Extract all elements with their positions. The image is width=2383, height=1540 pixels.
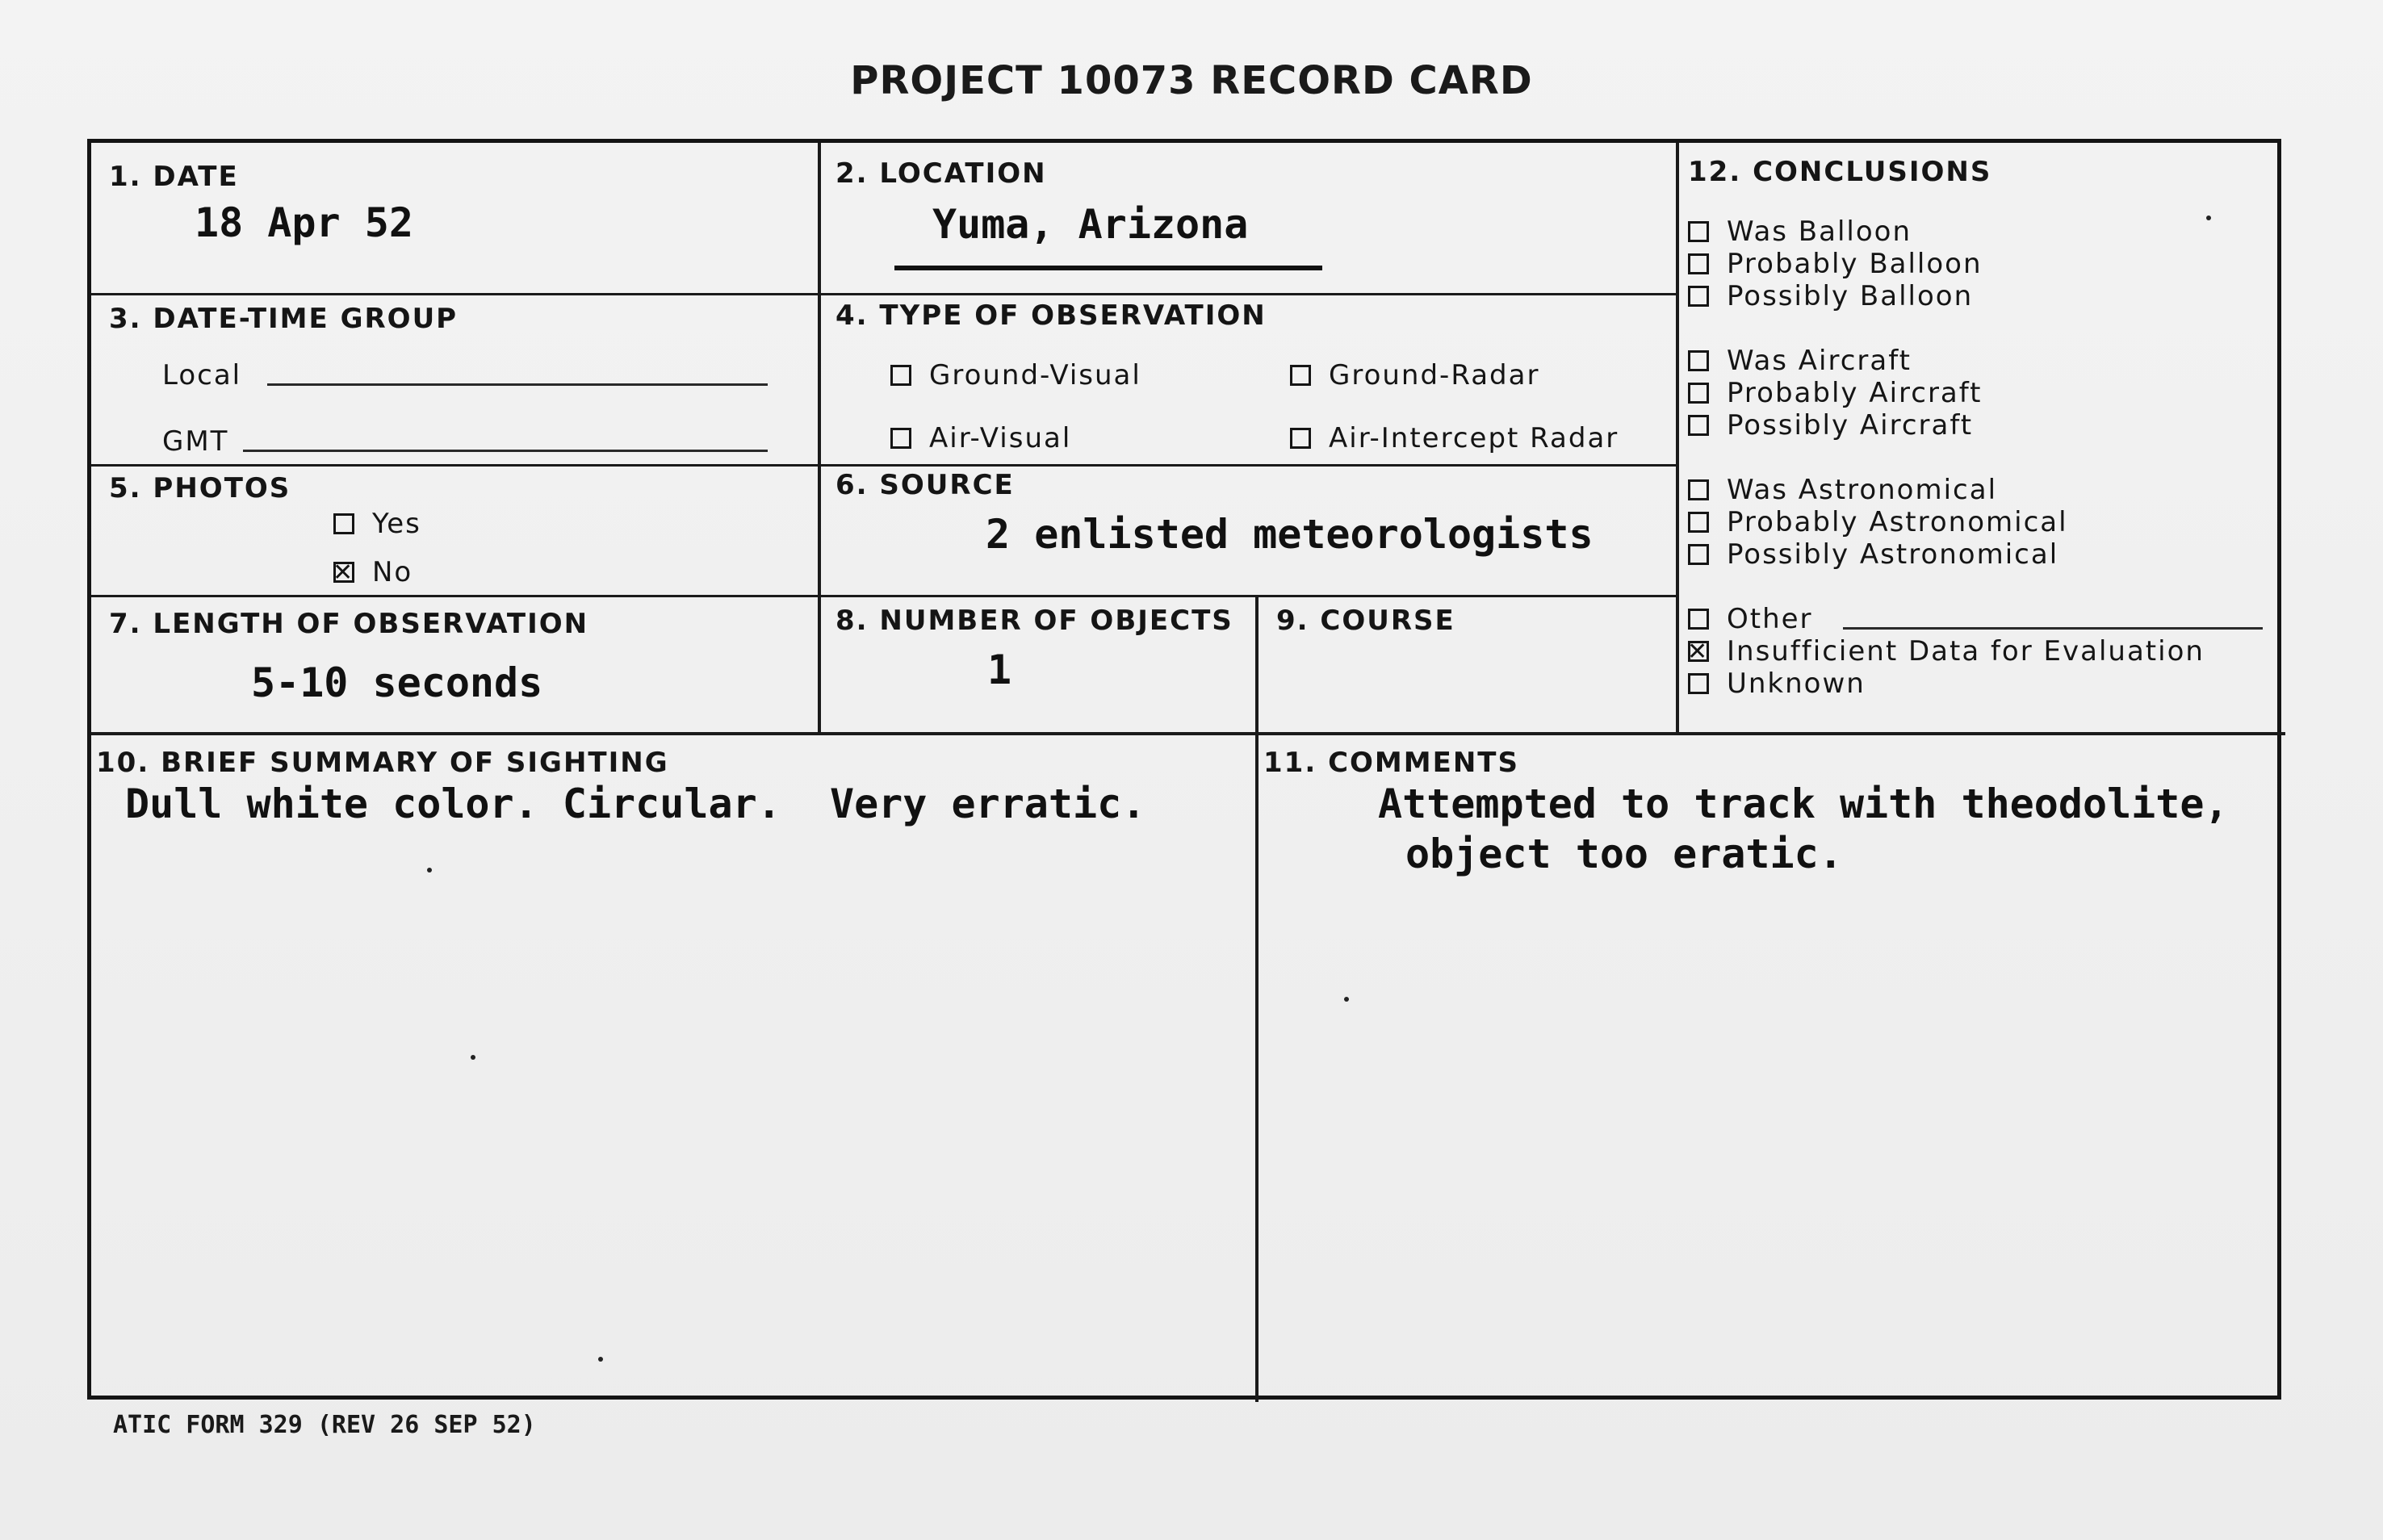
photos-yes-option[interactable] (333, 508, 421, 540)
local-label: Local (162, 359, 242, 391)
was-balloon-checkbox[interactable] (1688, 221, 1709, 242)
comments-line-2: object too eratic. (1405, 831, 1843, 877)
insufficient-data-checkbox[interactable] (1688, 641, 1709, 662)
type-of-observation-label: 4. TYPE OF OBSERVATION (836, 299, 1267, 332)
was-balloon-text: Was Balloon (1727, 216, 1912, 248)
probably-aircraft-text: Probably Aircraft (1727, 377, 1983, 409)
location-label: 2. LOCATION (836, 157, 1047, 190)
photos-no-option[interactable] (333, 556, 413, 588)
was-astronomical-checkbox[interactable] (1688, 479, 1709, 500)
photos-label: 5. PHOTOS (109, 472, 291, 504)
divider-v2 (1676, 143, 1679, 732)
other-option[interactable] (1688, 603, 1813, 635)
record-card (87, 139, 2281, 1400)
divider-h4 (91, 732, 2285, 735)
card-title: PROJECT 10073 RECORD CARD (850, 58, 1533, 103)
unknown-text: Unknown (1727, 667, 1866, 700)
comments-line-1: Attempted to track with theodolite, (1378, 780, 2229, 827)
probably-aircraft-option[interactable] (1688, 377, 1982, 409)
date-value: 18 Apr 52 (195, 199, 413, 246)
air-intercept-radar-text: Air-Intercept Radar (1329, 422, 1619, 454)
form-footer: ATIC FORM 329 (REV 26 SEP 52) (113, 1411, 536, 1439)
probably-balloon-option[interactable] (1688, 248, 1983, 280)
probably-astronomical-checkbox[interactable] (1688, 512, 1709, 533)
divider-h1 (91, 293, 1676, 295)
possibly-balloon-text: Possibly Balloon (1727, 280, 1974, 312)
possibly-aircraft-option[interactable] (1688, 409, 1973, 441)
ground-radar-text: Ground-Radar (1329, 359, 1540, 391)
photos-yes-text: Yes (372, 508, 421, 540)
other-line (1843, 627, 2263, 630)
was-balloon-option[interactable] (1688, 216, 1912, 248)
ground-radar-checkbox[interactable] (1290, 365, 1311, 386)
possibly-aircraft-text: Possibly Aircraft (1727, 409, 1974, 441)
insufficient-data-text: Insufficient Data for Evaluation (1727, 635, 2205, 667)
divider-v3 (1255, 595, 1259, 1402)
possibly-astronomical-checkbox[interactable] (1688, 544, 1709, 565)
summary-label: 10. BRIEF SUMMARY OF SIGHTING (96, 747, 669, 779)
speck (598, 1357, 603, 1362)
source-value: 2 enlisted meteorologists (986, 511, 1594, 558)
location-underline (894, 266, 1322, 270)
possibly-balloon-checkbox[interactable] (1688, 286, 1709, 307)
other-text: Other (1727, 603, 1813, 635)
divider-h2 (91, 464, 1676, 467)
air-visual-text: Air-Visual (929, 422, 1072, 454)
course-label: 9. COURSE (1276, 605, 1455, 637)
air-visual-option[interactable] (890, 422, 1071, 454)
objects-label: 8. NUMBER OF OBJECTS (836, 605, 1233, 637)
probably-balloon-text: Probably Balloon (1727, 248, 1983, 280)
probably-astronomical-text: Probably Astronomical (1727, 506, 2068, 538)
insufficient-data-option[interactable] (1688, 635, 2205, 667)
was-aircraft-option[interactable] (1688, 345, 1912, 377)
gmt-label: GMT (162, 425, 229, 458)
gmt-line (243, 450, 768, 452)
location-value: Yuma, Arizona (932, 201, 1249, 248)
possibly-astronomical-option[interactable] (1688, 538, 2058, 571)
possibly-astronomical-text: Possibly Astronomical (1727, 538, 2059, 571)
air-intercept-radar-option[interactable] (1290, 422, 1619, 454)
probably-aircraft-checkbox[interactable] (1688, 383, 1709, 404)
divider-v1 (818, 143, 821, 732)
speck (2206, 216, 2211, 220)
probably-balloon-checkbox[interactable] (1688, 253, 1709, 274)
photos-yes-checkbox[interactable] (333, 513, 354, 534)
was-aircraft-text: Was Aircraft (1727, 345, 1912, 377)
ground-visual-option[interactable] (890, 359, 1141, 391)
summary-value: Dull white color. Circular. Very erratic. (125, 780, 1146, 827)
speck (471, 1055, 475, 1060)
ground-visual-checkbox[interactable] (890, 365, 911, 386)
photos-no-checkbox[interactable] (333, 562, 354, 583)
probably-astronomical-option[interactable] (1688, 506, 2068, 538)
speck (427, 868, 432, 873)
unknown-option[interactable] (1688, 667, 1866, 700)
length-label: 7. LENGTH OF OBSERVATION (109, 608, 589, 640)
possibly-balloon-option[interactable] (1688, 280, 1973, 312)
length-value: 5-10 seconds (251, 659, 543, 706)
other-checkbox[interactable] (1688, 609, 1709, 630)
was-astronomical-option[interactable] (1688, 474, 1997, 506)
ground-radar-option[interactable] (1290, 359, 1539, 391)
air-intercept-radar-checkbox[interactable] (1290, 428, 1311, 449)
conclusions-label: 12. CONCLUSIONS (1688, 156, 1992, 188)
local-line (267, 383, 768, 386)
objects-value: 1 (987, 647, 1012, 693)
divider-h3 (91, 595, 1676, 597)
date-time-group-label: 3. DATE-TIME GROUP (109, 303, 459, 335)
source-label: 6. SOURCE (836, 469, 1015, 501)
speck (1344, 997, 1349, 1002)
date-label: 1. DATE (109, 161, 239, 193)
was-astronomical-text: Was Astronomical (1727, 474, 1998, 506)
was-aircraft-checkbox[interactable] (1688, 350, 1709, 371)
photos-no-text: No (372, 556, 413, 588)
ground-visual-text: Ground-Visual (929, 359, 1141, 391)
unknown-checkbox[interactable] (1688, 673, 1709, 694)
air-visual-checkbox[interactable] (890, 428, 911, 449)
comments-label: 11. COMMENTS (1263, 747, 1519, 779)
possibly-aircraft-checkbox[interactable] (1688, 415, 1709, 436)
